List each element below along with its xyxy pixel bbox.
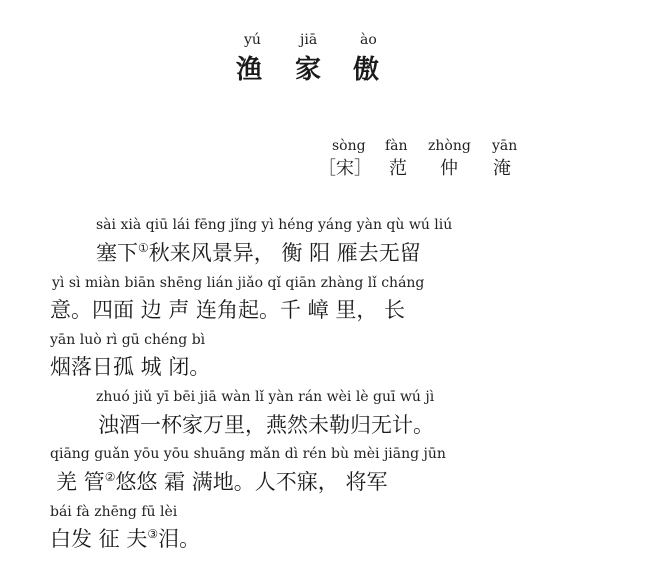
line-1-pre: 塞下 (96, 241, 138, 265)
line-2-text (50, 297, 405, 323)
line-3-text (50, 354, 210, 380)
line-2-pinyin: yì sì miàn biān shēng lián jiǎo qǐ qiān zhàng lǐ cháng (52, 275, 425, 291)
line-6-post: 泪。 (158, 527, 201, 551)
line-1-pinyin: sài xià qiū lái fēng jǐng yì héng yáng yàn qù wú liú (96, 217, 453, 233)
note-marker-1: ① (138, 241, 149, 255)
title-pinyin-2: jiā (300, 32, 318, 48)
author-pinyin-2: fàn (385, 138, 408, 154)
title-pinyin-1: yú (244, 32, 261, 48)
line-2-pre: 意。四面 边 声 连角起。千 嶂 里， 长 (50, 298, 406, 322)
line-5-text (56, 469, 387, 495)
line-3-pinyin: yān luò rì gū chéng bì (50, 332, 206, 348)
line-5-post: 悠悠 霜 满地。人不寐， 将军 (115, 470, 388, 494)
line-1-text (96, 240, 421, 266)
line-5-pinyin: qiāng guǎn yōu yōu shuāng mǎn dì rén bù mèi jiāng jūn (50, 446, 446, 462)
author-pinyin-4: yān (492, 138, 518, 154)
line-3-pre: 烟落日孤 城 闭。 (50, 355, 211, 379)
line-6-pinyin: bái fà zhēng fū lèi (50, 504, 178, 520)
line-6-pre: 白发 征 夫 (50, 527, 148, 551)
author-name-char-2: 仲 (440, 158, 458, 179)
author-pinyin-1: sòng (332, 138, 366, 154)
note-marker-3: ③ (147, 527, 159, 541)
title-pinyin-3: ào (360, 32, 377, 48)
title-char-3: 傲 (353, 55, 381, 85)
author-name-char-3: 淹 (493, 158, 511, 179)
title-char-2: 家 (295, 55, 323, 85)
author-dynasty: ［宋］ (318, 158, 372, 179)
line-4-text (98, 412, 434, 438)
title-char-1: 渔 (236, 55, 264, 85)
line-1-post: 秋来风景异， 衡 阳 雁去无留 (148, 241, 421, 265)
author-pinyin-3: zhòng (428, 138, 471, 154)
author-name-char-1: 范 (389, 158, 407, 179)
line-4-pinyin: zhuó jiǔ yī bēi jiā wàn lǐ yàn rán wèi lè guī wú jì (96, 389, 435, 405)
note-marker-2: ② (104, 470, 116, 484)
line-6-text (50, 526, 200, 552)
line-4-pre: 浊酒一杯家万里，燕然未勒归无计。 (98, 413, 434, 437)
line-5-pre: 羌 管 (56, 470, 105, 494)
